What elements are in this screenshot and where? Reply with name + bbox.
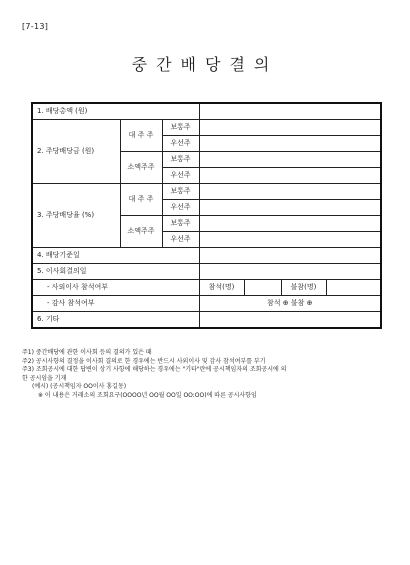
dpr-minor-common-value[interactable] xyxy=(199,216,381,232)
dpr-minor-shareholder-label: 소액주주 xyxy=(120,216,162,248)
dividend-rate-label: 3. 주당배당율 (%) xyxy=(32,184,120,248)
dpr-major-common-value[interactable] xyxy=(199,184,381,200)
dps-minor-preferred-label: 우선주 xyxy=(162,168,199,184)
footnotes xyxy=(22,349,392,400)
record-date-value[interactable] xyxy=(199,248,381,264)
note-example-1: (예시) (공시책임자 OO이사 홍길동) xyxy=(32,383,127,390)
dpr-minor-preferred-label: 우선주 xyxy=(162,232,199,248)
board-resolution-date-value[interactable] xyxy=(199,264,381,280)
page-title: 중간배당결의 xyxy=(131,55,279,74)
note-example-2: ※ 이 내용은 거래소의 조회요구(OOOO년 OO월 OO일 OO:OO)에 따른 공시사항임 xyxy=(38,391,257,399)
note-3a: 주3) 조회공시에 대한 답변이 상기 사항에 해당하는 경우에는 "기타"란에 공시책임자의 조회공시에 의 xyxy=(22,366,287,373)
dpr-minor-common-label: 보통주 xyxy=(162,216,199,232)
auditor-label: - 감사 참석여부 xyxy=(32,296,199,312)
other-value[interactable] xyxy=(199,312,381,329)
row-outside-director xyxy=(32,280,381,296)
row-other xyxy=(32,312,381,329)
note-3b: 한 공시임을 기재 xyxy=(22,374,67,382)
total-dividend-label: 1. 배당총액 (원) xyxy=(32,103,199,120)
row-record-date xyxy=(32,248,381,264)
row-auditor xyxy=(32,296,381,312)
outside-director-label: - 사외이사 참석여부 xyxy=(32,280,199,296)
outside-director-absent-label: 불참(명) xyxy=(281,280,326,296)
form-code: [7-13] xyxy=(22,22,49,31)
outside-director-attend-value[interactable] xyxy=(244,280,281,296)
dpr-major-preferred-label: 우선주 xyxy=(162,200,199,216)
dps-major-preferred-value[interactable] xyxy=(199,136,381,152)
dps-major-common-label: 보통주 xyxy=(162,120,199,136)
dpr-major-shareholder-label: 대 주 주 xyxy=(120,184,162,216)
dps-minor-common-label: 보통주 xyxy=(162,152,199,168)
dps-major-common-value[interactable] xyxy=(199,120,381,136)
dps-minor-preferred-value[interactable] xyxy=(199,168,381,184)
outside-director-absent-value[interactable] xyxy=(326,280,381,296)
row-dps-major-common xyxy=(32,120,381,136)
dividend-form-table xyxy=(31,102,382,329)
dpr-major-common-label: 보통주 xyxy=(162,184,199,200)
dps-minor-shareholder-label: 소액주주 xyxy=(120,152,162,184)
total-dividend-value[interactable] xyxy=(199,103,381,120)
row-board-resolution-date xyxy=(32,264,381,280)
note-1: 주1) 중간배당에 관한 이사회 등의 결의가 있은 때 xyxy=(22,349,152,356)
dpr-minor-preferred-value[interactable] xyxy=(199,232,381,248)
dps-minor-common-value[interactable] xyxy=(199,152,381,168)
row-total-dividend xyxy=(32,103,381,120)
dps-major-preferred-label: 우선주 xyxy=(162,136,199,152)
board-resolution-date-label: 5. 이사회결의일 xyxy=(32,264,199,280)
note-2: 주2) 공시사항의 결정을 이사회 결의로 한 경우에는 반드시 사외이사 및 감사 참석여부를 부기 xyxy=(22,357,266,365)
dpr-major-preferred-value[interactable] xyxy=(199,200,381,216)
record-date-label: 4. 배당기준일 xyxy=(32,248,199,264)
dps-major-shareholder-label: 대 주 주 xyxy=(120,120,162,152)
outside-director-attend-label: 참석(명) xyxy=(199,280,244,296)
row-dpr-major-common xyxy=(32,184,381,200)
dividend-per-share-label: 2. 주당배당금 (원) xyxy=(32,120,120,184)
auditor-options[interactable]: 참석 ⊕ 불참 ⊕ xyxy=(199,296,381,312)
other-label: 6. 기타 xyxy=(32,312,199,329)
